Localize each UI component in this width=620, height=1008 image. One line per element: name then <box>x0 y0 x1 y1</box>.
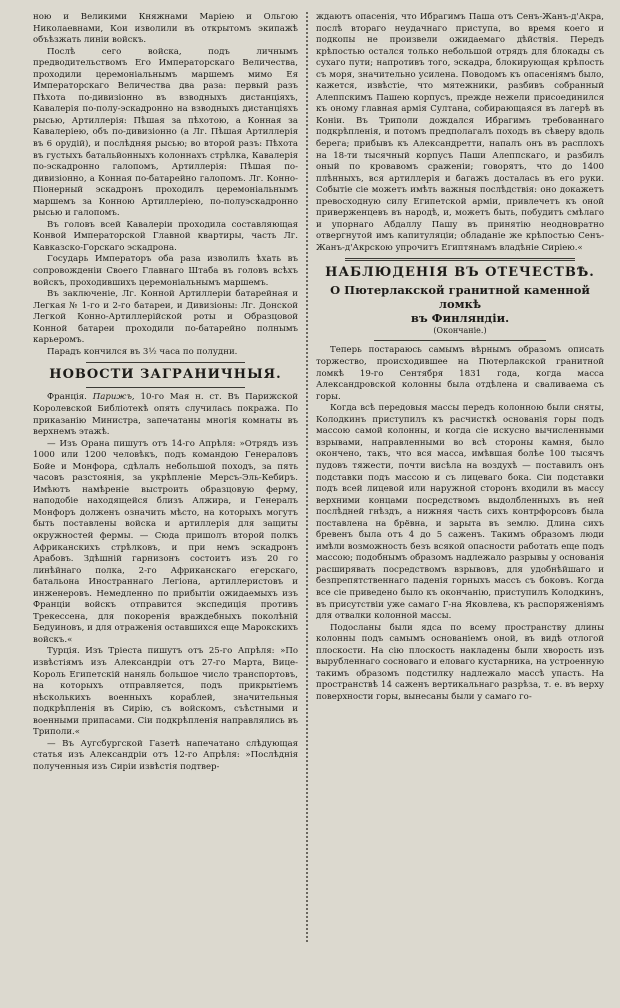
section-heading: НОВОСТИ ЗАГРАНИЧНЫЯ. <box>49 367 282 383</box>
section-heading: НАБЛЮДЕНIЯ ВЪ ОТЕЧЕСТВѢ. <box>325 265 595 281</box>
right-column <box>316 12 604 703</box>
left-column <box>33 12 298 773</box>
paragraph: Послѣ сего войска, подъ личнымъ предводительствомъ Его Императорскаго Величества, проходили церемонiальнымъ маршемъ мимо Ея Императорскаго Величества два раза: первый разъ Пѣхота по-дивизiонно въ взводныхъ дистанцiяхъ, Кавалерiя по-полу-эскадронно на взводныхъ дистанцiяхъ рысью, Артиллерiя: Пѣшая за пѣхотою, а Конная за Кавалерiею, объ по-дивизiонно (а Лг. Пѣшая Артиллерiя въ 6 орудiй), и послѣдняя рысью; во второй разъ: Пѣхота въ густыхъ батальйонныхъ колоннахъ стрѣлка, Кавалерiя по-эскадронно галопомъ, Артиллерiя: Пѣшая по-дивизiонно, а Конная по-батарейно галопомъ. Лг. Конно-Пiонерный эскадронъ проходилъ церемонiальнымъ маршемъ за Конною Артиллерiею, по-полуэскадронно рысью и галопомъ. <box>33 46 298 219</box>
news-item-france <box>33 392 298 438</box>
paragraph: Парадъ кончился въ 3½ часа по полудни. <box>47 346 238 357</box>
news-text: Изъ Трiеста пишутъ отъ 25-го Апрѣля: »По извѣстiямъ изъ Александрiи отъ 27-го Марта, Вице-Король Египетскiй наняль большое число транспортовъ, на которыхъ отправляется, подъ прикрытiемъ нѣсколькихъ военныхъ кораблей, значительныя подкрѣпленiя въ Сирiю, съ войскомъ, съѣстными и военными припасами. Сiи подкрѣпленiя направлялись въ Триполи.« <box>33 646 298 738</box>
place-label: Парижъ, <box>92 392 135 403</box>
paragraph: Когда всѣ передовыя массы передъ колонною были сняты, Колодкинъ приступилъ къ расчисткѣ основанiя горы подъ массою самой колонны, и когда сiе искусно вычисленными взрывами, направленными во всѣ стороны камня, было окончено, такъ, что вся масса, имѣвшая болѣе 100 тысячъ пудовъ тяжести, почти висѣла на воздухѣ — поставилъ онъ подставки подъ массою и съ лицеваго бока. Сiи подставки подъ всей лицевой или наружной сторонъ входили въ массу верхними концами посредствомъ выдолбленныхъ въ ней послѣдней гнѣздъ, а нижняя часть сихъ контрфорсовъ была поставлена на брёвна, и зарыта въ землю. Длина сихъ бревенъ была отъ 4 до 5 саженъ. Такимъ образомъ люди имѣли возможность безъ всякой опасности работать еще подъ массою; подобнымъ образомъ надлежало разрывы у основанiя расширявать посредствомъ взрывовъ, для удобнѣйшаго и безпрепятственнаго паденiя горныхъ массъ съ боковъ. Когда все сiе приведено было къ окончанiю, приступилъ Колодкинъ, въ присутствiи уже самаго Г-на Яковлева, къ распоряженiямъ для отвалки колонной массы. <box>316 403 604 622</box>
country-label: Турцiя. <box>47 646 80 657</box>
section-divider <box>86 362 245 363</box>
article-title-line2: въ Финляндiи. <box>410 311 510 326</box>
paragraph: Подосланы были ядса по всему пространству длины колонны подъ самымъ основанiемъ оной, въ видѣ отлогой плоскости. На сiю плоскость накладены были хворость изъ вырубленнаго сосноваго и еловаго кустарника, на устроенную такимъ образомъ подстилку надлежало массѣ упасть. На пространствѣ 14 саженъ вертикальнаго разрѣза, т. е. въ верху поверхности горы, вынесаны были у самаго го- <box>316 622 604 702</box>
column-divider <box>306 12 308 942</box>
paragraph: Государь Императоръ оба раза изволилъ ѣхать въ сопровожденiи Своего Главнаго Штаба въ головъ всѣхъ войскъ, проходившихъ церемонiальнымъ маршемъ. <box>33 254 298 288</box>
news-item-turkey <box>33 646 298 738</box>
news-item-oran: — Изъ Орана пишутъ отъ 14-го Апрѣля: »Отрядъ изъ 1000 или 1200 человѣкъ, подъ командою Генераловъ Бойе и Монфора, сдѣлалъ небольшой походъ, за пять часовъ разстоянiя, за укрѣпленiе Мерсъ-Эль-Кебиръ. Имѣютъ намѣренiе выстроить образцовую ферму, наподобiе находящейся близъ Алжира, и Генералъ Монфоръ долженъ означить мѣсто, на которыхъ могутъ быть поставлены войска и артиллерiя для защиты окружностей фермы. — Сюда пришолъ второй полкъ Африканскихъ стрѣлковъ, и при немъ эскадронъ Арабовъ. Здѣшнiй гарнизонъ состоитъ изъ 20 го линѣйнаго полка, 2-го Африканскаго егерскаго, батальона Иностраннаго Легiона, артиллеристовъ и инженеровъ. Немедленно по прибытiи ожидаемыхъ изъ Францiи войскъ отправится экспедицiя противъ Трекессена, для покоренiя враждебныхъ поколѣнiй Бедуиновъ, и для отраженiя оставшихся еще Марокскихъ войскъ.« <box>33 438 299 645</box>
section-divider <box>374 340 547 341</box>
news-text: 10-го Мая н. ст. Въ Парижской Королевской Библiотекѣ опять случилась покража. По приказанiю Министра, запечатаны многiя комнаты въ верхнемъ этажѣ. <box>33 392 299 438</box>
country-label: Францiя. <box>47 392 87 403</box>
paragraph: Въ заключенiе, Лг. Конной Артиллерiи батарейная и Легкая № 1-го и 2-го батареи, и Дивизiоны: Лг. Донской Легкой Конно-Артиллерiйской роты и Образцовой Конной батареи проходили по-батарейно полнымъ карьеромъ. <box>33 289 298 346</box>
section-divider <box>86 387 245 388</box>
article-title: О Пютерлакской гранитной каменной ломкѣ <box>330 283 590 312</box>
paragraph: ною и Великими Княжнами Марiею и Ольгою Николаевнами, Кои изволили въ открытомъ экипажѣ объѣзжать линiи войскъ. <box>33 12 298 46</box>
paragraph: ждаютъ опасенiя, что Ибрагимъ Паша отъ Сенъ-Жанъ-д'Акра, послѣ втораго неудачнаго приступа, во время коего и подкопы не произвели ожидаемаго дѣйствiя. Передъ крѣпостью остался только небольшой отрядъ для блокады съ сухаго пути; напротивъ того, эскадра, блокирующая крѣпость съ моря, значительно усилена. Поводомъ къ опасенiямъ было, кажется, извѣстiе, что мятежники, разбивъ собранный Алеппскимъ Пашею корпусъ, прежде нежели присоединился къ оному главная армiя Султана, собирающаяся въ лагерѣ въ Конiи. Въ Триполи дождался Ибрагимъ требованнаго подкрѣпленiя, и потомъ предполагалъ походъ въ сѣверу вдоль берега; прибывъ къ Александретти, напалъ онъ въ расплохъ на 18-ти тысячный корпусъ Паши Алеппскаго, и разбилъ оный по кровавомъ сраженiи; говорятъ, что до 1400 плѣнныхъ, вся артиллерiя и багажъ досталась въ его руки. Событiе сiе можетъ имѣть важныя послѣдствiя: оно докажетъ превосходную силу Египетской армiи, привлечетъ къ оной привержeнцевъ въ народѣ, и, можетъ быть, побудитъ смѣлаго и упорнаго Абдаллу Пашу въ принятiю неодновратно отвергнутой имъ капитуляцiи; обладанiе же крѣпостью Сенъ-Жанъ-д'Акрскою упрочитъ Египтянамъ владѣнiе Сирiею.« <box>316 12 604 253</box>
section-divider <box>345 258 575 261</box>
continuation-note: (Окончанiе.) <box>433 326 487 336</box>
paragraph: Теперь постараюсь самымъ вѣрнымъ образомъ описать торжество, происходившее на Пютерлакской гранитной ломкѣ 19-го Сентября 1831 года, когда масса Александровской колонны была отдѣлена и сваливаема съ горы. <box>316 345 604 402</box>
news-item-augsburg: — Въ Аугсбургской Газетѣ напечатано слѣдующая статья изъ Александрiи отъ 12-го Апрѣля: »Послѣднiя полученныя изъ Сирiи извѣстiя подтвер- <box>33 738 298 772</box>
paragraph: Въ головъ всей Кавалерiи проходила составляющая Конвой Императорской Главной квартиры, часть Лг. Кавказско-Горскаго эскадрона. <box>33 219 298 253</box>
